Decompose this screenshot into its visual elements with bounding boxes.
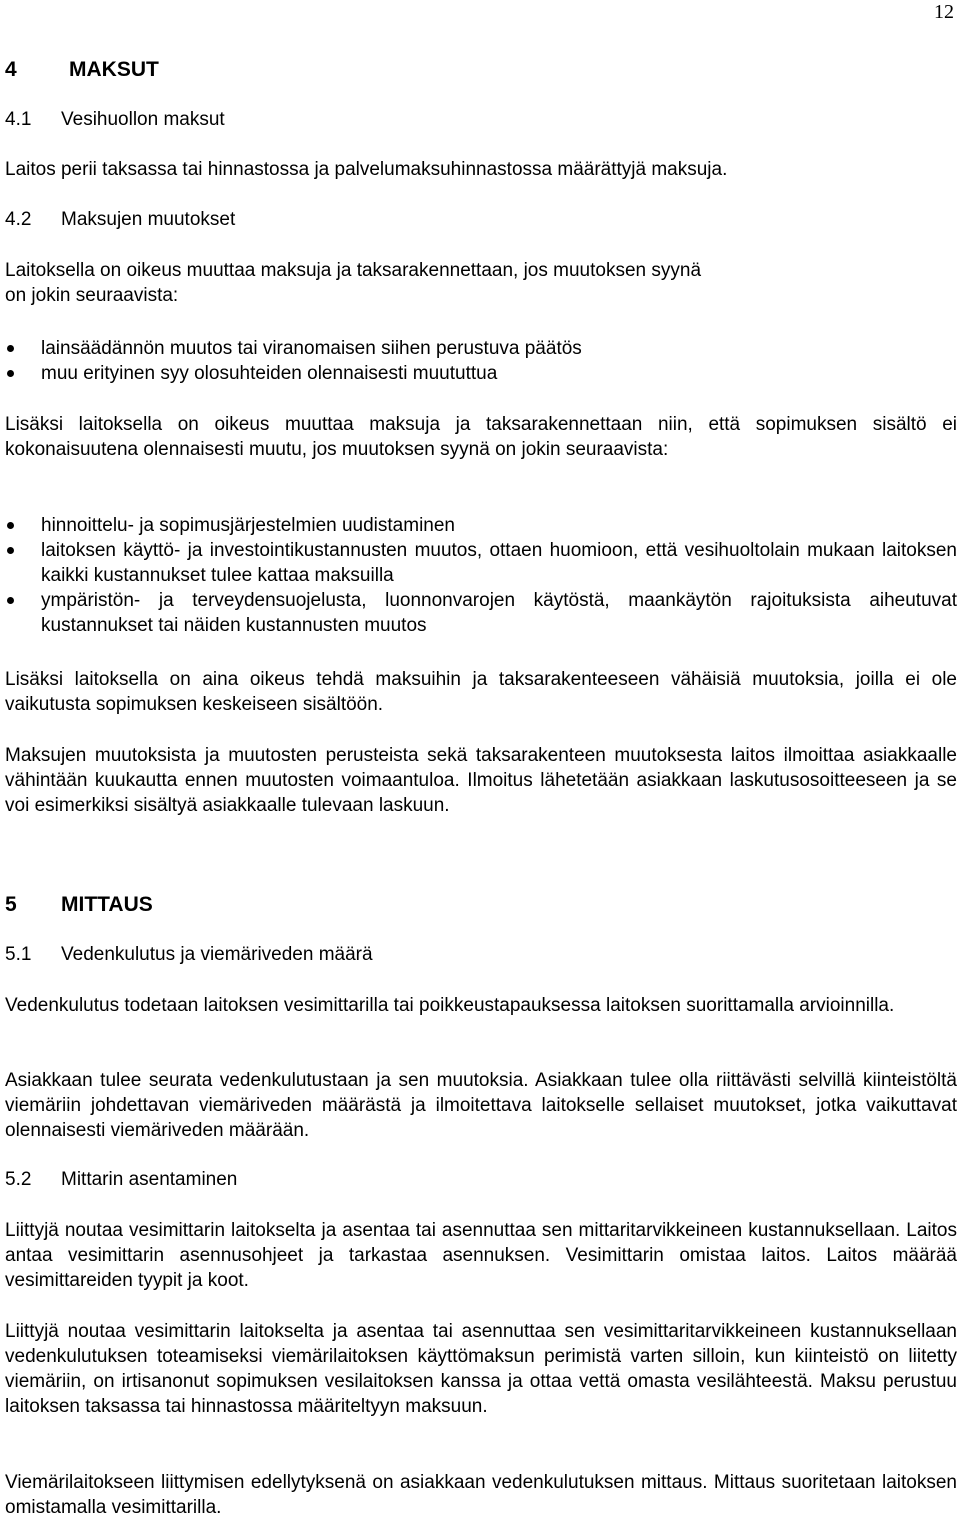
paragraph: Lisäksi laitoksella on oikeus muuttaa maksuja ja taksarakennettaan niin, että sopimuksen sisältö ei kokonaisuutena olennaisesti muutu, jos muutoksen syynä on jokin seuraavista:: [5, 414, 957, 460]
paragraph: Vedenkulutus todetaan laitoksen vesimittarilla tai poikkeustapauksessa laitoksen suorittamalla arvioinnilla.: [5, 995, 895, 1016]
bullet-list: [5, 513, 957, 638]
paragraph: Liittyjä noutaa vesimittarin laitokselta ja asentaa tai asennuttaa sen mittaritarvikkeineen kustannuksellaan. Laitos antaa vesimittarin asennusohjeet ja tarkastaa asennuksen. Vesimittarin omistaa laitos. Laitos määrää vesimittareiden tyypit ja koot.: [5, 1220, 957, 1291]
section-number: 4.2: [5, 209, 32, 230]
section-number: 5: [5, 893, 17, 916]
bullet-icon: [7, 597, 14, 604]
page-number: 12: [934, 1, 954, 23]
section-5-heading: [5, 892, 957, 917]
paragraph: Asiakkaan tulee seurata vedenkulutustaan ja sen muutoksia. Asiakkaan tulee olla riittävästi selvillä kiinteistöltä viemäriin johdettavan viemäriveden määrästä ja ilmoitettava laitokselle sellaiset muutokset, jotka vaikuttavat olennaisesti viemäriveden määrään.: [5, 1070, 957, 1141]
section-4-heading: [5, 57, 957, 82]
paragraph: Liittyjä noutaa vesimittarin laitokselta ja asentaa tai asennuttaa sen vesimittaritarvikkeineen kustannuksellaan vedenkulutuksen toteamiseksi viemärilaitoksen käyttömaksun perimistä varten silloin, kun kiinteistö on liitetty viemäriin, on irtisanonut sopimuksen vesilaitoksen kanssa ja ottaa vettä omasta vesilähteestä. Maksu perustuu laitoksen taksassa tai hinnastossa määriteltyyn maksuun.: [5, 1321, 957, 1417]
bullet-icon: [7, 522, 14, 529]
section-title: Vedenkulutus ja viemäriveden määrä: [61, 944, 373, 965]
section-title: MAKSUT: [69, 58, 159, 81]
bullet-icon: [7, 547, 14, 554]
section-4-2-heading: [5, 207, 957, 232]
paragraph: Viemärilaitokseen liittymisen edellytyksenä on asiakkaan vedenkulutuksen mittaus. Mittaus suoritetaan laitoksen omistamalla vesimittarilla.: [5, 1472, 957, 1518]
section-title: Mittarin asentaminen: [61, 1169, 238, 1190]
paragraph: Laitoksella on oikeus muuttaa maksuja ja taksarakennettaan, jos muutoksen syynä on jokin seuraavista:: [5, 260, 702, 306]
list-item: muu erityinen syy olosuhteiden olennaisesti muututtua: [5, 361, 957, 386]
bullet-list: [5, 336, 957, 386]
list-item: ympäristön- ja terveydensuojelusta, luonnonvarojen käytöstä, maankäytön rajoituksista aiheutuvat kustannukset tai näiden kustannusten muutos: [5, 588, 957, 638]
section-5-1-heading: [5, 942, 957, 967]
section-number: 4.1: [5, 109, 32, 130]
list-item: lainsäädännön muutos tai viranomaisen siihen perustuva päätös: [5, 336, 957, 361]
section-5-2-heading: [5, 1167, 957, 1192]
paragraph: Laitos perii taksassa tai hinnastossa ja palvelumaksuhinnastossa määrättyjä maksuja.: [5, 159, 728, 180]
section-title: MITTAUS: [61, 893, 153, 916]
paragraph: Lisäksi laitoksella on aina oikeus tehdä maksuihin ja taksarakenteeseen vähäisiä muutoksia, joilla ei ole vaikutusta sopimuksen keskeiseen sisältöön.: [5, 669, 957, 715]
bullet-icon: [7, 370, 14, 377]
list-item: laitoksen käyttö- ja investointikustannusten muutos, ottaen huomioon, että vesihuoltolain mukaan laitoksen kaikki kustannukset tulee kattaa maksuilla: [5, 538, 957, 588]
section-number: 5.2: [5, 1169, 32, 1190]
list-item: hinnoittelu- ja sopimusjärjestelmien uudistaminen: [5, 513, 957, 538]
section-number: 5.1: [5, 944, 32, 965]
bullet-icon: [7, 345, 14, 352]
section-4-1-heading: [5, 107, 957, 132]
paragraph: Maksujen muutoksista ja muutosten perusteista sekä taksarakenteen muutoksesta laitos ilmoittaa asiakkaalle vähintään kuukautta ennen muutosten voimaantuloa. Ilmoitus lähetetään asiakkaan laskutusosoitteeseen ja se voi esimerkiksi sisältyä asiakkaalle tulevaan laskuun.: [5, 745, 957, 816]
section-title: Vesihuollon maksut: [61, 109, 225, 130]
section-title: Maksujen muutokset: [61, 209, 236, 230]
section-number: 4: [5, 58, 17, 81]
